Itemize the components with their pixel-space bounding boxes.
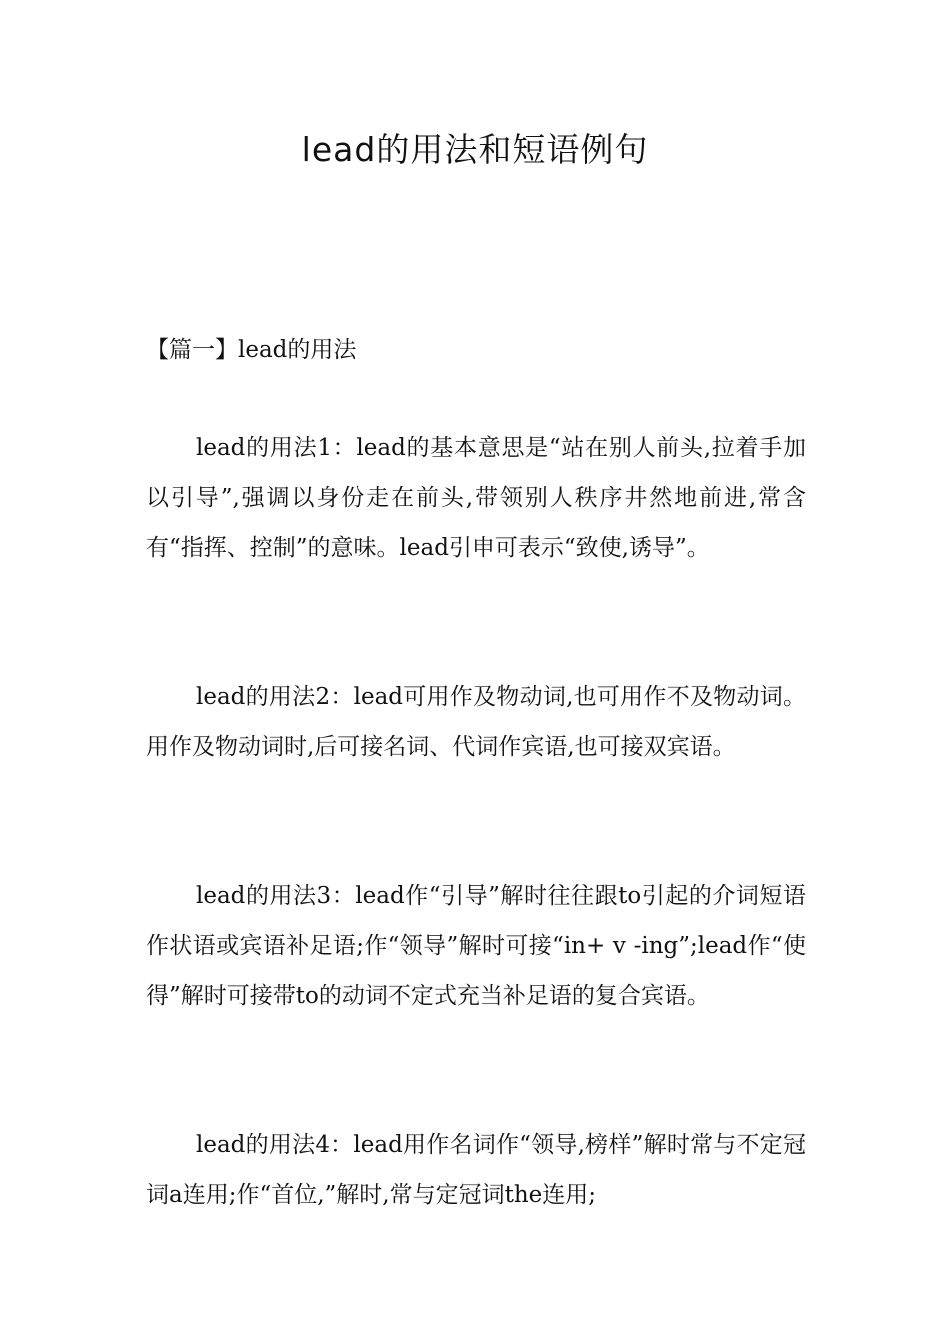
section-heading: 【篇一】lead的用法	[146, 337, 357, 363]
paragraph-usage-3: lead的用法3：lead作“引导”解时往往跟to引起的介词短语作状语或宾语补足语;作“领导”解时可接“in+ v -ing”;lead作“使得”解时可接带to的动词不定式充当补足语的复合宾语。	[146, 883, 806, 1009]
paragraph-usage-4: lead的用法4：lead用作名词作“领导,榜样”解时常与不定冠词a连用;作“首位,”解时,常与定冠词the连用;	[146, 1132, 806, 1208]
document-title: lead的用法和短语例句	[301, 130, 649, 169]
paragraph-usage-1: lead的用法1：lead的基本意思是“站在别人前头,拉着手加以引导”,强调以身份走在前头,带领别人秩序井然地前进,常含有“指挥、控制”的意味。lead引申可表示“致使,诱导”。	[146, 435, 806, 561]
paragraph-usage-2: lead的用法2：lead可用作及物动词,也可用作不及物动词。用作及物动词时,后可接名词、代词作宾语,也可接双宾语。	[146, 684, 806, 760]
